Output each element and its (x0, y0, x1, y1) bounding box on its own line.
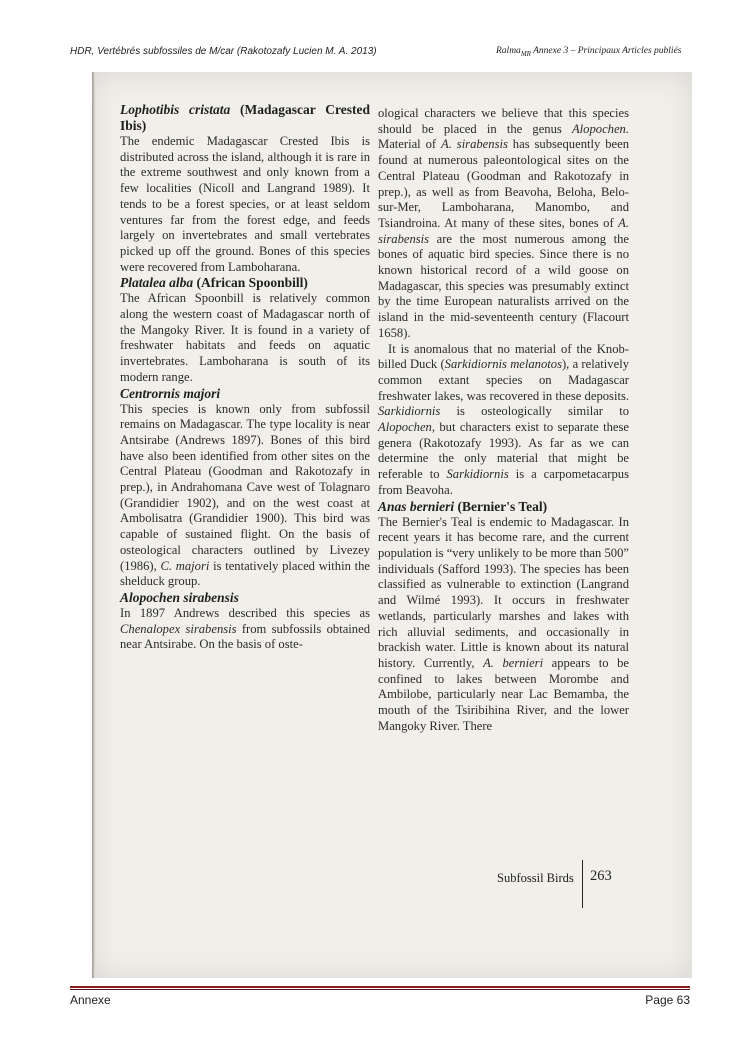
para-alopochen-cont: ological characters we believe that this species should be placed in the genus Alopochen. Material of A. sirabensis has subsequently been found at numerous paleontological sites on the Central Plateau (Goodman and Rakotozafy in prep.), as well as from Beavoha, Beloha, Belo-sur-Mer, Lamboharana, Manombo, and Tsiandroina. At many of these sites, bones of A. sirabensis are the most numerous among the bones of aquatic bird species. Since there is no known historical record of a wild goose on Madagascar, this species was presumably extinct by the time European naturalists arrived on the island in the mid-seventeenth century (Flacourt 1658). (378, 106, 629, 340)
footer-page-number: Page 63 (645, 993, 690, 1007)
heading-lophotibis: Lophotibis cristata (Madagascar Crested Ibis) (120, 102, 370, 133)
scan-footer-page: 263 (590, 868, 612, 884)
scan-edge (92, 72, 95, 978)
para-alopochen: In 1897 Andrews described this species as Chenalopex sirabensis from subfossils obtained near Antsirabe. On the basis of oste- (120, 605, 370, 652)
right-column (378, 106, 629, 734)
header-right (496, 46, 681, 58)
header-right-sub: MR (520, 49, 531, 58)
header-left: HDR, Vertébrés subfossiles de M/car (Rakotozafy Lucien M. A. 2013) (70, 46, 377, 57)
heading-anas: Anas bernieri (Bernier's Teal) (378, 498, 548, 514)
footer-rule-dark (70, 989, 690, 990)
footer-rule (70, 986, 690, 988)
header-right-suffix: Annexe 3 – Principaux Articles publiés (530, 46, 682, 56)
scan-footer-label: Subfossil Birds (497, 871, 574, 885)
footer-left: Annexe (70, 993, 111, 1007)
scan-footer-divider (582, 860, 583, 908)
heading-alopochen: Alopochen sirabensis (120, 589, 239, 605)
para-knob-billed: It is anomalous that no material of the Knob-billed Duck (Sarkidiornis melanotos), a relatively common extant species on Madagascar freshwater lakes, was recovered in these deposits. Sarkidiornis is osteologically similar to Alopochen, but characters exist to separate these genera (Rakotozafy 1993). As far as we can determine the only material that might be referable to Sarkidiornis is a carpometacarpus from Beavoha. (378, 341, 629, 497)
left-column (120, 102, 370, 653)
heading-centrornis: Centrornis majori (120, 385, 221, 401)
para-anas: The Bernier's Teal is endemic to Madagascar. In recent years it has become rare, and the current population is “very unlikely to be more than 500” individuals (Safford 1993). The species has been classified as vulnerable to extinction (Langrand and Wilmé 1993). It occurs in freshwater wetlands, particularly marshes and lakes with rich alluvial sediments, and occasionally in brackish water. Little is known about its natural history. Currently, A. bernieri appears to be confined to lakes between Morombe and Ambilobe, particularly near Lac Bemamba, the mouth of the Tsiribihina River, and the lower Mangoky River. There (378, 514, 629, 733)
para-lophotibis: The endemic Madagascar Crested Ibis is distributed across the island, although it is rare in the extreme southwest and only known from a few localities (Nicoll and Langrand 1989). It tends to be a forest species, or at least seldom ventures far from the forest edge, and feeds largely on invertebrates and small vertebrates picked up off the ground. Bones of this species were recovered from Lamboharana. (120, 134, 370, 274)
para-centrornis: This species is known only from subfossil remains on Madagascar. The type locality is near Antsirabe (Andrews 1897). Bones of this bird have also been identified from other sites on the Central Plateau (Goodman and Rakotozafy in prep.), in Andrahomana Cave west of Tolagnaro (Grandidier 1902), and on the west coast at Ambolisatra (Grandidier 1900). This bird was capable of sustained flight. On the basis of osteological characters outlined by Livezey (1986), C. majori is tentatively placed within the shelduck group. (120, 401, 370, 589)
para-platalea: The African Spoonbill is relatively common along the western coast of Madagascar north of the Mangoky River. It is found in a variety of freshwater habitats and feeds on aquatic invertebrates. Lamboharana is south of its modern range. (120, 291, 370, 384)
header-right-prefix: Ralma (496, 46, 521, 56)
heading-platalea: Platalea alba (African Spoonbill) (120, 275, 308, 291)
